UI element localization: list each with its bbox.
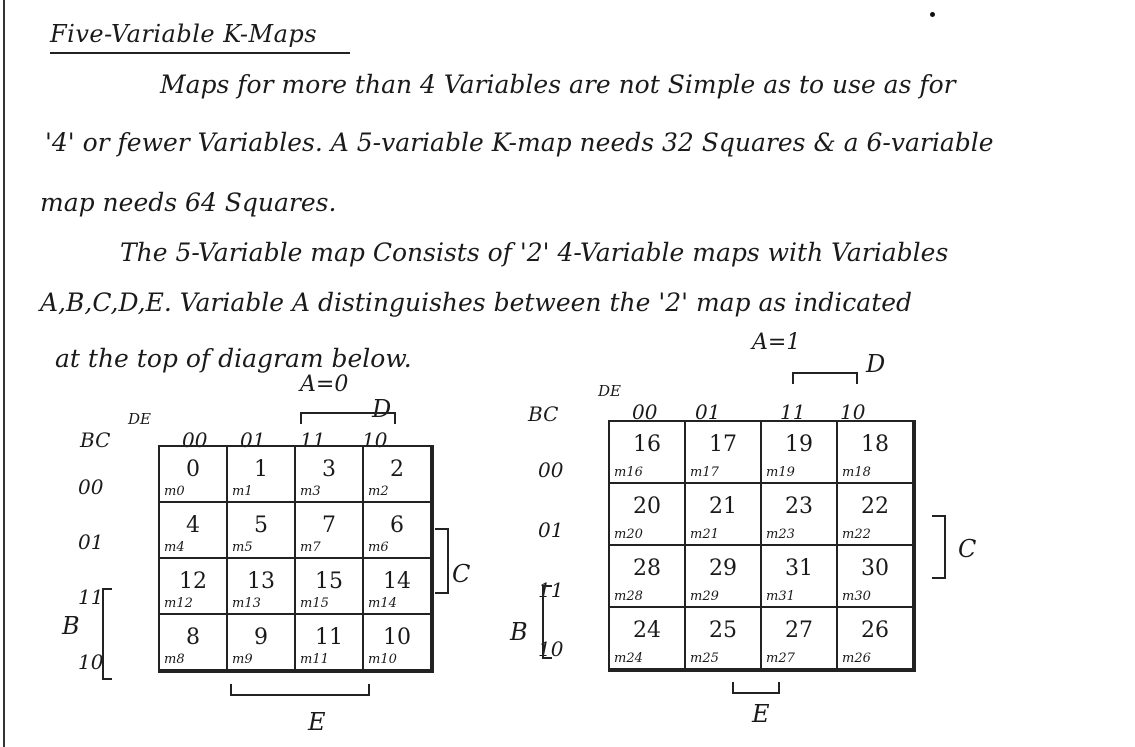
cell-number: 22: [861, 494, 889, 519]
map0-bracket-d: [300, 412, 396, 424]
map0-cell: [364, 559, 432, 615]
map1-cell: [762, 546, 838, 608]
map1-title: A=1: [752, 330, 801, 355]
map1-cell: [686, 608, 762, 670]
cell-minterm: m23: [766, 527, 795, 542]
cell-minterm: m8: [164, 652, 185, 667]
map1-cell: [686, 546, 762, 608]
cell-minterm: m22: [842, 527, 871, 542]
map0-bracket-e: [230, 684, 370, 696]
map0-cell: [160, 503, 228, 559]
cell-number: 6: [390, 513, 404, 538]
cell-minterm: m9: [232, 652, 253, 667]
map0-cell: [228, 447, 296, 503]
cell-minterm: m2: [368, 484, 389, 499]
cell-number: 27: [785, 618, 813, 643]
cell-number: 4: [186, 513, 200, 538]
paragraph-line-3: map needs 64 Squares.: [40, 188, 337, 217]
map1-cell: [610, 546, 686, 608]
cell-minterm: m0: [164, 484, 185, 499]
map1-var-label-d: D: [866, 350, 886, 378]
map0-corner-col-label: DE: [128, 410, 151, 428]
map1-cell: [610, 608, 686, 670]
map1-row-label: 10: [538, 637, 564, 661]
map0-col-label: 01: [240, 428, 266, 452]
map1-row-label: 00: [538, 458, 564, 482]
map0-cell: [296, 503, 364, 559]
cell-number: 19: [785, 432, 813, 457]
map0-cell: [296, 559, 364, 615]
map0-var-label-b: B: [62, 612, 80, 640]
cell-number: 0: [186, 457, 200, 482]
map1-cell: [838, 546, 914, 608]
map1-bracket-c: [932, 515, 946, 579]
cell-minterm: m6: [368, 540, 389, 555]
cell-number: 16: [633, 432, 661, 457]
map1-cell: [686, 484, 762, 546]
map0-cell: [160, 447, 228, 503]
map0-var-label-c: C: [452, 560, 471, 588]
ink-dot: [930, 12, 935, 17]
cell-number: 12: [179, 569, 207, 594]
cell-number: 13: [247, 569, 275, 594]
cell-minterm: m5: [232, 540, 253, 555]
map1-row-label: 01: [538, 518, 564, 542]
map1-cell: [838, 608, 914, 670]
cell-number: 30: [861, 556, 889, 581]
map0-bracket-c: [435, 528, 449, 594]
map1-cell: [762, 608, 838, 670]
cell-minterm: m7: [300, 540, 321, 555]
map0-cell: [364, 447, 432, 503]
cell-minterm: m29: [690, 589, 719, 604]
map1-var-label-b: B: [510, 618, 528, 646]
title-underline: [50, 52, 350, 54]
cell-number: 29: [709, 556, 737, 581]
map0-corner-row-label: BC: [80, 428, 111, 452]
map0-bracket-b: [102, 588, 112, 680]
cell-number: 11: [315, 625, 343, 650]
map0-cell: [228, 559, 296, 615]
cell-minterm: m15: [300, 596, 329, 611]
cell-number: 10: [383, 625, 411, 650]
map0-cell: [296, 615, 364, 671]
paragraph-line-1: Maps for more than 4 Variables are not Simple as to use as for: [160, 70, 956, 99]
map1-col-label: 01: [695, 400, 721, 424]
cell-minterm: m4: [164, 540, 185, 555]
cell-minterm: m28: [614, 589, 643, 604]
map0-cell: [364, 503, 432, 559]
cell-number: 17: [709, 432, 737, 457]
map1-grid: [608, 420, 916, 672]
map0-cell: [160, 559, 228, 615]
map0-title: A=0: [300, 372, 349, 397]
cell-number: 25: [709, 618, 737, 643]
page-title: Five-Variable K-Maps: [50, 20, 318, 48]
map0-row-label: 11: [78, 585, 104, 609]
cell-minterm: m27: [766, 651, 795, 666]
cell-minterm: m10: [368, 652, 397, 667]
paragraph-line-2: '4' or fewer Variables. A 5-variable K-map needs 32 Squares & a 6-variable: [45, 128, 994, 157]
map1-cell: [686, 422, 762, 484]
cell-minterm: m11: [300, 652, 329, 667]
map1-var-label-e: E: [752, 700, 770, 728]
paragraph-line-5: A,B,C,D,E. Variable A distinguishes between the '2' map as indicated: [40, 288, 913, 317]
cell-minterm: m20: [614, 527, 643, 542]
map0-col-label: 11: [300, 428, 326, 452]
map1-bracket-e: [732, 682, 780, 694]
cell-number: 26: [861, 618, 889, 643]
page-margin-line: [3, 0, 5, 747]
cell-number: 28: [633, 556, 661, 581]
cell-minterm: m31: [766, 589, 795, 604]
cell-minterm: m13: [232, 596, 261, 611]
cell-number: 24: [633, 618, 661, 643]
map1-cell: [762, 484, 838, 546]
map0-cell: [160, 615, 228, 671]
cell-minterm: m1: [232, 484, 253, 499]
cell-number: 8: [186, 625, 200, 650]
cell-minterm: m17: [690, 465, 719, 480]
cell-minterm: m26: [842, 651, 871, 666]
cell-number: 31: [785, 556, 813, 581]
map0-grid: [158, 445, 434, 673]
cell-minterm: m14: [368, 596, 397, 611]
cell-number: 7: [322, 513, 336, 538]
cell-number: 14: [383, 569, 411, 594]
map0-cell: [296, 447, 364, 503]
cell-minterm: m21: [690, 527, 719, 542]
map0-cell: [228, 503, 296, 559]
cell-number: 2: [390, 457, 404, 482]
cell-minterm: m24: [614, 651, 643, 666]
map1-col-label: 11: [780, 400, 806, 424]
cell-number: 5: [254, 513, 268, 538]
map1-cell: [610, 484, 686, 546]
map1-row-label: 11: [538, 578, 564, 602]
cell-number: 21: [709, 494, 737, 519]
cell-number: 3: [322, 457, 336, 482]
map0-var-label-d: D: [372, 395, 392, 423]
map1-col-label: 00: [632, 400, 658, 424]
cell-number: 9: [254, 625, 268, 650]
map0-var-label-e: E: [308, 708, 326, 736]
cell-number: 18: [861, 432, 889, 457]
map0-row-label: 10: [78, 650, 104, 674]
map0-col-label: 00: [182, 428, 208, 452]
map1-bracket-d: [792, 372, 858, 384]
map1-cell: [838, 422, 914, 484]
map1-corner-row-label: BC: [528, 402, 559, 426]
map1-cell: [762, 422, 838, 484]
map0-col-label: 10: [362, 428, 388, 452]
cell-minterm: m19: [766, 465, 795, 480]
map0-cell: [364, 615, 432, 671]
cell-minterm: m30: [842, 589, 871, 604]
cell-minterm: m16: [614, 465, 643, 480]
cell-number: 1: [254, 457, 268, 482]
cell-minterm: m18: [842, 465, 871, 480]
map0-row-label: 00: [78, 475, 104, 499]
map0-row-label: 01: [78, 530, 104, 554]
cell-minterm: m12: [164, 596, 193, 611]
map1-cell: [610, 422, 686, 484]
map0-cell: [228, 615, 296, 671]
cell-minterm: m25: [690, 651, 719, 666]
cell-number: 23: [785, 494, 813, 519]
map1-col-label: 10: [840, 400, 866, 424]
cell-number: 20: [633, 494, 661, 519]
paragraph-line-6: at the top of diagram below.: [55, 344, 412, 373]
paragraph-line-4: The 5-Variable map Consists of '2' 4-Variable maps with Variables: [120, 238, 949, 267]
cell-number: 15: [315, 569, 343, 594]
map1-var-label-c: C: [958, 535, 977, 563]
cell-minterm: m3: [300, 484, 321, 499]
map1-cell: [838, 484, 914, 546]
map1-corner-col-label: DE: [598, 382, 621, 400]
map1-bracket-b: [542, 585, 552, 659]
